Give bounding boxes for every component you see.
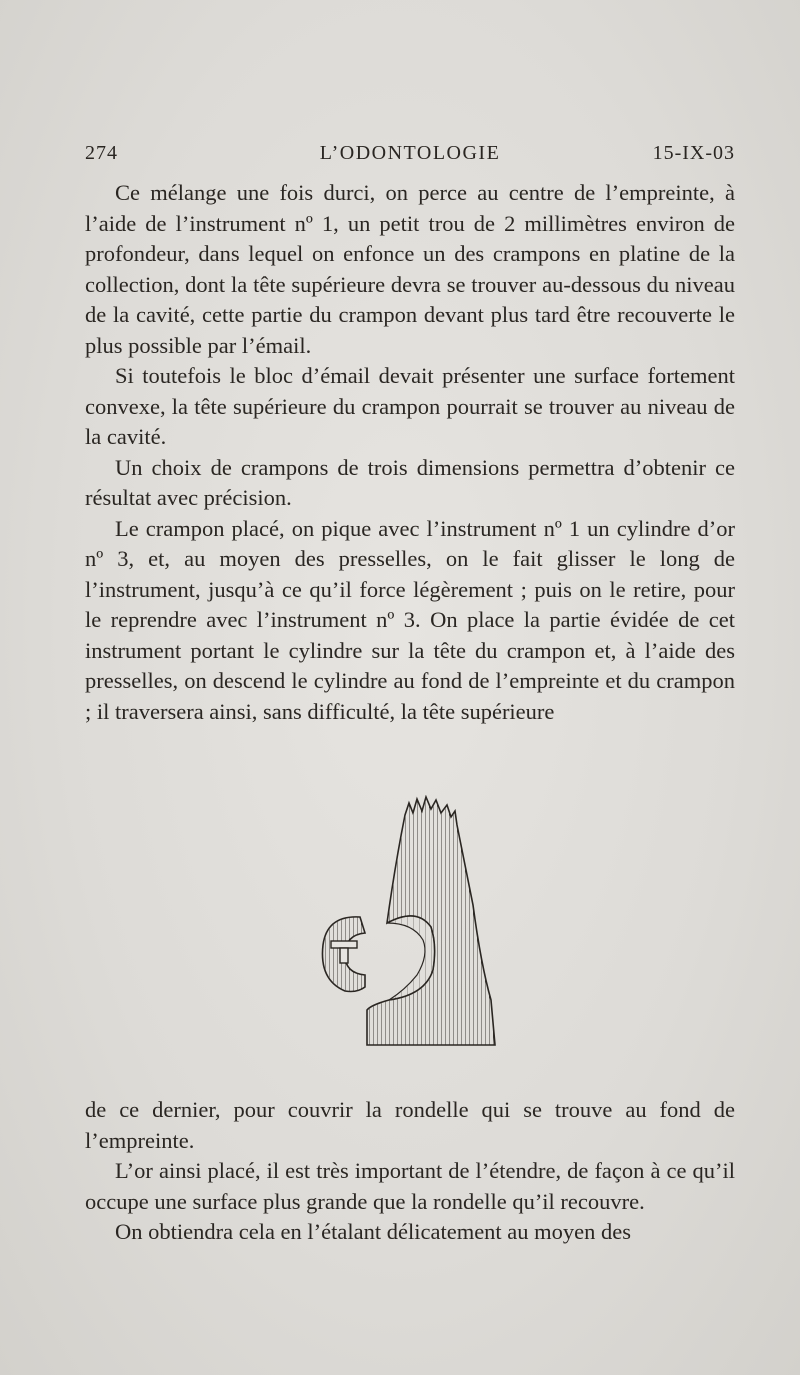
body-text-bottom — [85, 1095, 735, 1248]
body-text-top — [85, 178, 735, 727]
paragraph: de ce dernier, pour couvrir la rondelle qui se trouve au fond de l’empreinte. — [85, 1097, 735, 1153]
crampon-tee-stem — [340, 948, 348, 963]
instrument-body — [367, 797, 495, 1045]
crampon-tee-bar — [331, 941, 357, 948]
page-number: 274 — [85, 142, 118, 164]
paragraph: Ce mélange une fois durci, on perce au centre de l’empreinte, à l’aide de l’instrument nº 1, un petit trou de 2 millimètres environ de profondeur, dans lequel on enfonce un des crampons en platine de la collection, dont la tête supérieure devra se trouver au-dessous du niveau de la cavité, cette partie du crampon devant plus tard être recouverte le plus possible par l’émail. — [85, 180, 735, 358]
running-head — [85, 142, 735, 172]
paragraph: Un choix de crampons de trois dimensions permettra d’obtenir ce résultat avec précision. — [85, 454, 735, 510]
journal-title: L’ODONTOLOGIE — [319, 142, 501, 164]
crampon-instrument-illustration — [305, 795, 505, 1055]
paragraph: Si toutefois le bloc d’émail devait présenter une surface fortement convexe, la tête supérieure du crampon pourrait se trouver au niveau de la cavité. — [85, 363, 735, 449]
paragraph: On obtiendra cela en l’étalant délicatement au moyen des — [115, 1219, 632, 1244]
issue-date: 15-IX-03 — [652, 142, 735, 164]
paragraph: Le crampon placé, on pique avec l’instrument nº 1 un cylindre d’or nº 3, et, au moyen des presselles, on le fait glisser le long de l’instrument, jusqu’à ce qu’il force légèrement ; puis on le retire, pour le reprendre avec l’instrument nº 3. On place la partie évidée de cet instrument portant le cylindre sur la tête du crampon et, à l’aide des presselles, on descend le cylindre au fond de l’empreinte et du crampon ; il traversera ainsi, sans difficulté, la tête supérieure — [85, 515, 735, 724]
paragraph: L’or ainsi placé, il est très important de l’étendre, de façon à ce qu’il occupe une surface plus grande que la rondelle qu’il recouvre. — [85, 1158, 735, 1214]
